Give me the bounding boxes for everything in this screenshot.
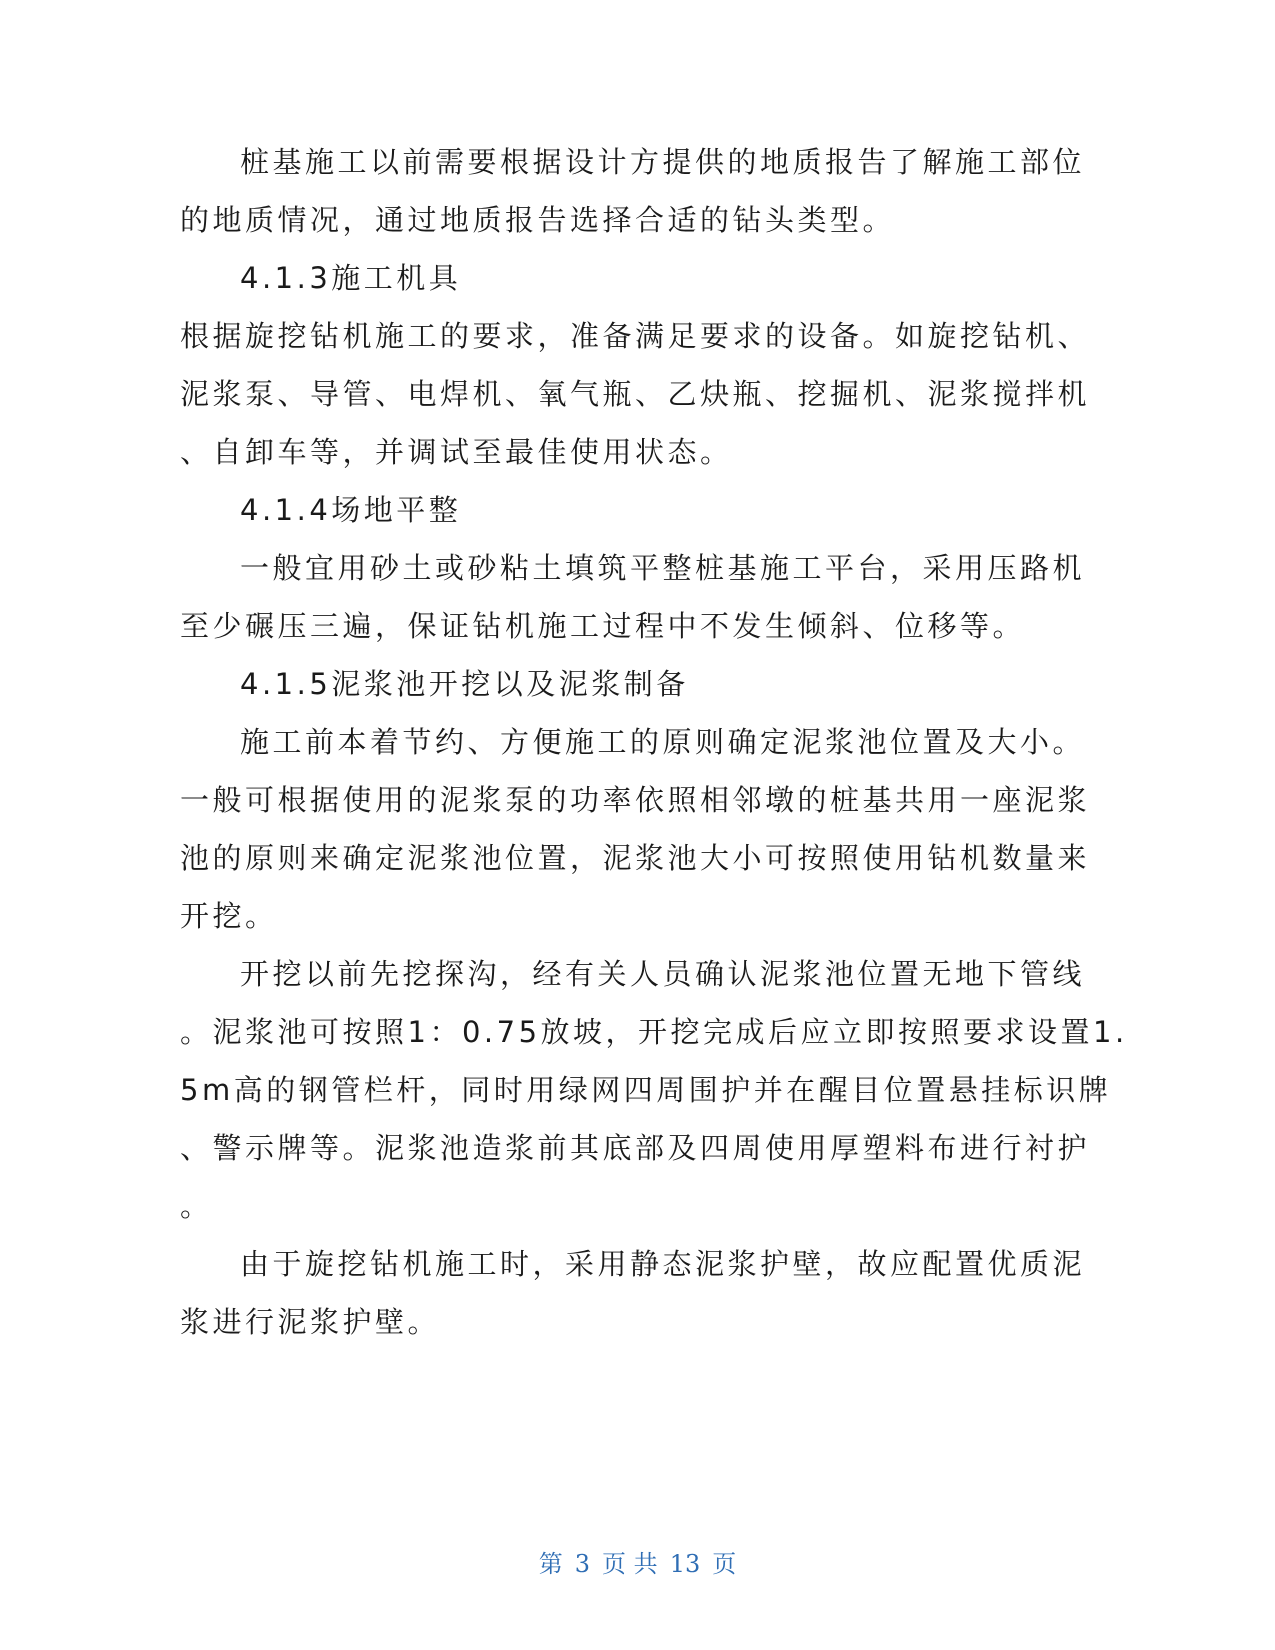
paragraph-line: 池的原则来确定泥浆池位置，泥浆池大小可按照使用钻机数量来 bbox=[180, 841, 1091, 875]
paragraph-line: 浆进行泥浆护壁。 bbox=[180, 1305, 441, 1339]
paragraph-line: 一般宜用砂土或砂粘土填筑平整桩基施工平台，采用压路机 bbox=[240, 551, 1086, 585]
paragraph-line: 的地质情况，通过地质报告选择合适的钻头类型。 bbox=[180, 203, 896, 237]
paragraph-line: 泥浆泵、导管、电焊机、氧气瓶、乙炔瓶、挖掘机、泥浆搅拌机 bbox=[180, 377, 1091, 411]
paragraph-line: 至少碾压三遍，保证钻机施工过程中不发生倾斜、位移等。 bbox=[180, 609, 1026, 643]
paragraph-line: 。泥浆池可按照1：0.75放坡，开挖完成后应立即按照要求设置1. bbox=[180, 1015, 1128, 1049]
section-heading: 4.1.3施工机具 bbox=[240, 261, 462, 295]
total-pages-number: 13 bbox=[669, 1550, 701, 1578]
section-heading: 4.1.4场地平整 bbox=[240, 493, 462, 527]
paragraph-line: 一般可根据使用的泥浆泵的功率依照相邻墩的桩基共用一座泥浆 bbox=[180, 783, 1091, 817]
paragraph-line: 、自卸车等，并调试至最佳使用状态。 bbox=[180, 435, 733, 469]
paragraph-line: 开挖以前先挖探沟，经有关人员确认泥浆池位置无地下管线 bbox=[240, 957, 1086, 991]
paragraph-line: 、警示牌等。泥浆池造浆前其底部及四周使用厚塑料布进行衬护 bbox=[180, 1131, 1091, 1165]
current-page-number: 3 bbox=[574, 1550, 591, 1578]
paragraph-line: 施工前本着节约、方便施工的原则确定泥浆池位置及大小。 bbox=[240, 725, 1086, 759]
footer-prefix: 第 bbox=[538, 1550, 563, 1578]
page-footer bbox=[0, 1548, 1275, 1580]
paragraph-line: 由于旋挖钻机施工时，采用静态泥浆护壁，故应配置优质泥 bbox=[240, 1247, 1086, 1281]
footer-suffix: 页 bbox=[712, 1550, 737, 1578]
paragraph-line: 开挖。 bbox=[180, 899, 278, 933]
paragraph-line: 桩基施工以前需要根据设计方提供的地质报告了解施工部位 bbox=[240, 145, 1086, 179]
paragraph-line: 5m高的钢管栏杆，同时用绿网四周围护并在醒目位置悬挂标识牌 bbox=[180, 1073, 1112, 1107]
paragraph-line: 根据旋挖钻机施工的要求，准备满足要求的设备。如旋挖钻机、 bbox=[180, 319, 1091, 353]
paragraph-line: 。 bbox=[180, 1189, 213, 1223]
section-heading: 4.1.5泥浆池开挖以及泥浆制备 bbox=[240, 667, 689, 701]
footer-mid: 页 共 bbox=[602, 1550, 658, 1578]
